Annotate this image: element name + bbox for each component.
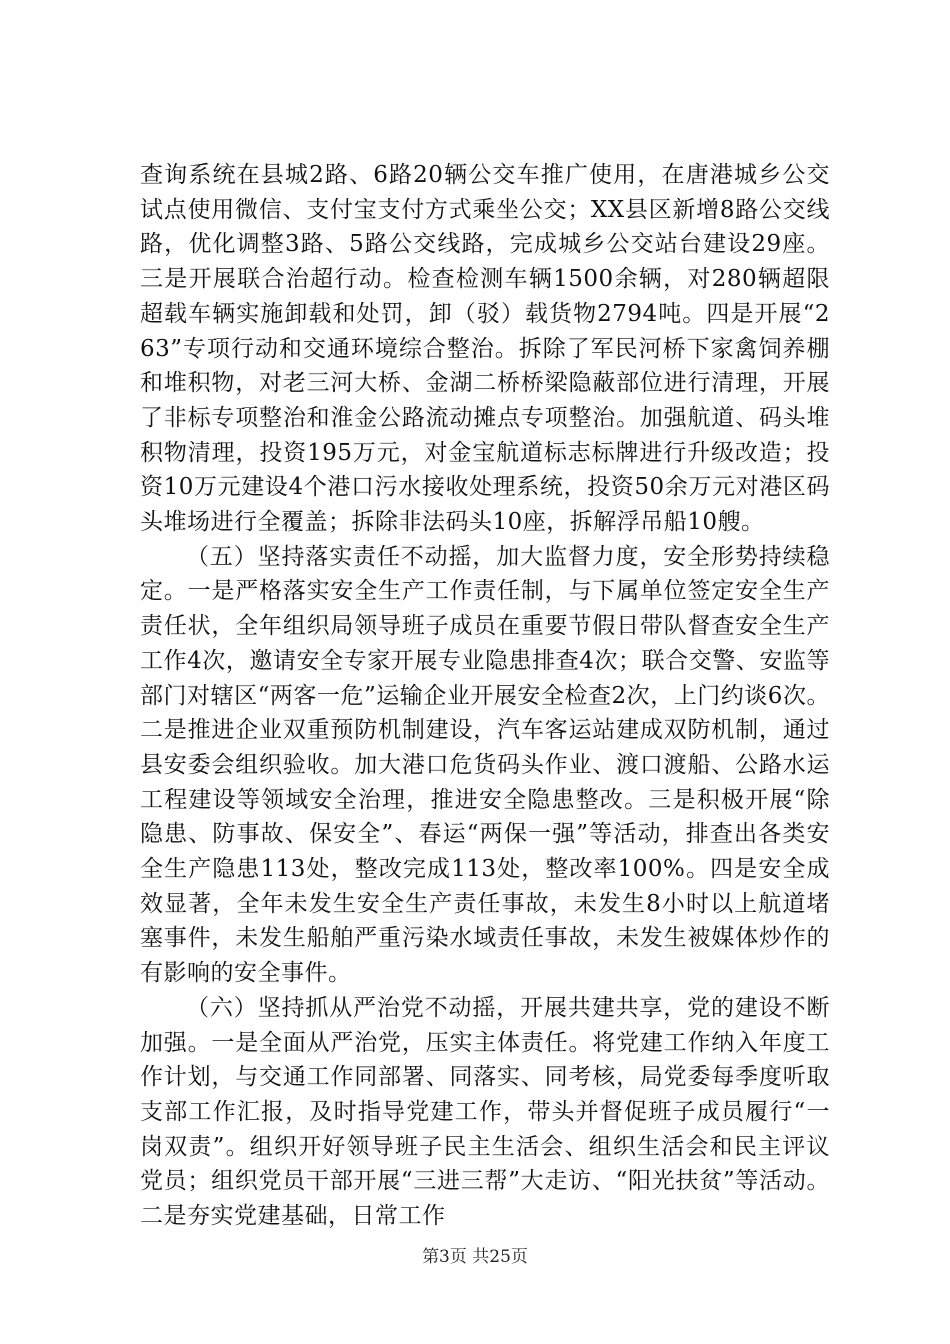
paragraph-continuation: 查询系统在县城2路、6路20辆公交车推广使用，在唐港城乡公交试点使用微信、支付宝支付方式乘坐公交；XX县区新增8路公交线路，优化调整3路、5路公交线路，完成城乡公交站台建设29座。三是开展联合治超行动。检查检测车辆1500余辆，对280辆超限超载车辆实施卸载和处罚，卸（驳）载货物2794吨。四是开展“263”专项行动和交通环境综合整治。拆除了军民河桥下家禽饲养棚和堆积物，对老三河大桥、金湖二桥桥梁隐蔽部位进行清理，开展了非标专项整治和淮金公路流动摊点专项整治。加强航道、码头堆积物清理，投资195万元，对金宝航道标志标牌进行升级改造；投资10万元建设4个港口污水接收处理系统，投资50余万元对港区码头堆场进行全覆盖；拆除非法码头10座，拆解浮吊船10艘。 xyxy=(140,162,830,536)
document-body xyxy=(140,158,830,1234)
page-footer: 第3页 共25页 xyxy=(422,1247,528,1267)
paragraph-section-5: （五）坚持落实责任不动摇，加大监督力度，安全形势持续稳定。一是严格落实安全生产工作责任制，与下属单位签定安全生产责任状，全年组织局领导班子成员在重要节假日带队督查安全生产工作4次，邀请安全专家开展专业隐患排查4次；联合交警、安监等部门对辖区“两客一危”运输企业开展安全检查2次，上门约谈6次。二是推进企业双重预防机制建设，汽车客运站建成双防机制，通过县安委会组织验收。加大港口危货码头作业、渡口渡船、公路水运工程建设等领域安全治理，推进安全隐患整改。三是积极开展“除隐患、防事故、保安全”、春运“两保一强”等活动，排查出各类安全生产隐患113处，整改完成113处，整改率100%。四是安全成效显著，全年未发生安全生产责任事故，未发生8小时以上航道堵塞事件，未发生船舶严重污染水域责任事故，未发生被媒体炒作的有影响的安全事件。 xyxy=(140,543,830,987)
paragraph-section-6: （六）坚持抓从严治党不动摇，开展共建共享，党的建设不断加强。一是全面从严治党，压实主体责任。将党建工作纳入年度工作计划，与交通工作同部署、同落实、同考核，局党委每季度听取支部工作汇报，及时指导党建工作，带头并督促班子成员履行“一岗双责”。组织开好领导班子民主生活会、组织生活会和民主评议党员；组织党员干部开展“三进三帮”大走访、“阳光扶贫”等活动。二是夯实党建基础，日常工作 xyxy=(140,994,830,1230)
